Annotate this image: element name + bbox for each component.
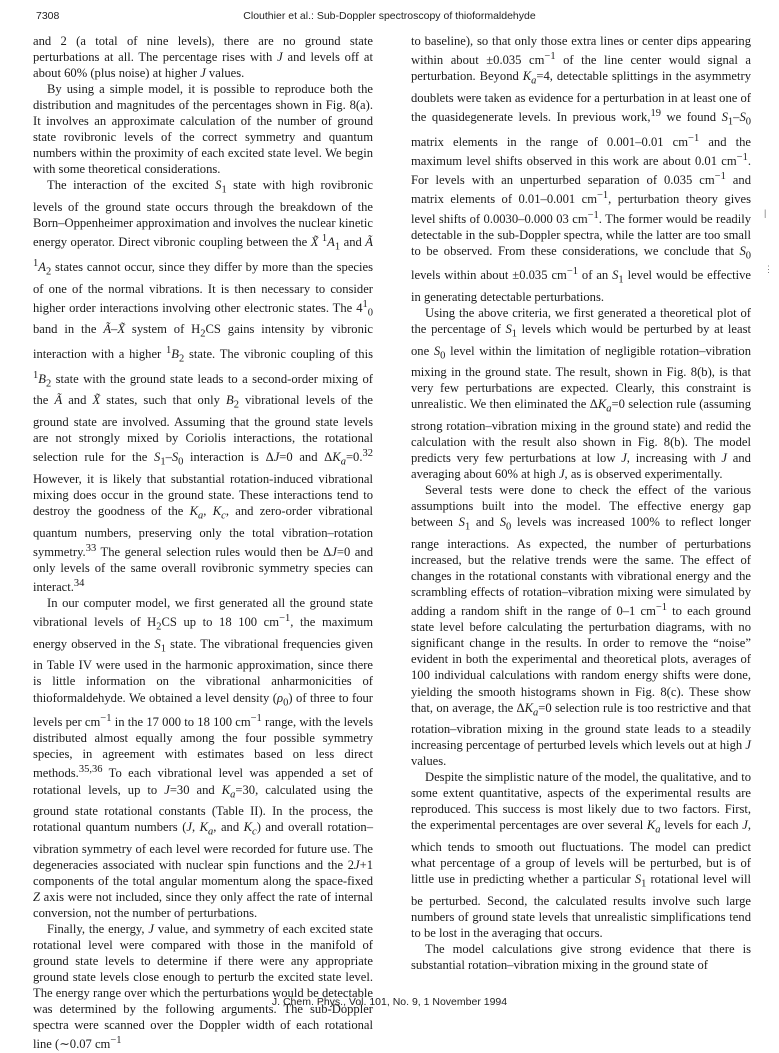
right-text-column [411, 33, 751, 973]
body-paragraph: Finally, the energy, J value, and symmetry of each excited state rotational level were compared with those in the manifold of ground state levels to determine if there were any appropriate ground state levels close enough to perturb the excited state level. The energy range over which the perturbations would be detectable was determined by the following arguments. The sub-Doppler spectra were scanned over the Doppler width of each rotational line (∼0.07 $cm^{-1}$ [33, 922, 373, 1052]
body-paragraph: In our computer model, we first generated all the ground state vibrational levels of $H_2CS$ up to 18 100 $cm^{-1}$, the maximum energy observed in the $S_1$ state. The vibrational frequencies given in Table IV were used in the harmonic approximation, since there is little information on the vibrational anharmonicities of thioformaldehyde. We obtained a level density $(\rho_0)$ of three to four levels per $cm^{-1}$ in the 17 000 to 18 100 $cm^{-1}$ range, with the levels distributed almost equally among the four possible symmetry species, in agreement with estimates based on less direct methods.$^{35,36}$ To each vibrational level was appended a set of rotational levels, up to J=30 and $K_a=30$, calculated using the ground state rotational constants (Table II). In the process, the rotational quantum numbers (J, $K_a$, and $K_c$) and overall rotation–vibration symmetry of each level were recorded for future use. The degeneracies associated with nuclear spin functions and the 2J+1 components of the total angular momentum along the space-fixed Z axis were not included, since they only affect the rate of internal conversion, not the number of perturbations. [33, 596, 374, 920]
page-number: 7308 [36, 10, 60, 22]
margin-mark: ⋮ [764, 264, 773, 274]
journal-citation-footer: J. Chem. Phys., Vol. 101, No. 9, 1 November 1994 [271, 996, 508, 1008]
body-paragraph: to baseline), so that only those extra lines or center dips appearing within about ±0.035 $cm^{-1}$ of the line center would signal a perturbation. Beyond $K_a=4$, detectable splittings in the asymmetry doublets were taken as evidence for a perturbation in at least one of the quasidegenerate levels. In previous work,$^{19}$ we found $S_1-S_0$ matrix elements in the range of 0.001–0.01 $cm^{-1}$ and the maximum level shifts observed in this work are about 0.01 $cm^{-1}$. For levels with an unperturbed separation of 0.035 $cm^{-1}$ and matrix elements of 0.01–0.001 $cm^{-1}$, perturbation theory gives level shifts of 0.0030–0.000 03 $cm^{-1}$. The former would be readily detectable in the sub-Doppler spectra, while the latter are too small to be observed. From these considerations, we conclude that $S_0$ levels within about ±0.035 $cm^{-1}$ of an $S_1$ level would be effective in generating detectable perturbations. [411, 34, 752, 305]
body-paragraph: By using a simple model, it is possible to reproduce both the distribution and magnitudes of the percentages shown in Fig. 8(a). It involves an approximate calculation of the number of ground state rovibronic levels of the correct symmetry and quantum numbers within the proximity of each excited state level. We begin with some theoretical considerations. [33, 82, 373, 177]
body-paragraph: The interaction of the excited $S_1$ state with high rovibronic levels of the ground state occurs through the breakdown of the Born–Oppenheimer approximation and involves the nuclear kinetic energy operator. Direct vibronic coupling between the X̃ $^1A_1$ and Ã $^1A_2$ states cannot occur, since they differ by more than the species of one of the normal vibrations. It is then necessary to consider higher order interactions involving other electronic states. The $4^1_0$ band in the Ã–X̃ system of $H_2CS$ gains intensity by vibronic interaction with a higher $^1B_2$ state. The vibronic coupling of this $^1B_2$ state with the ground state leads to a second-order mixing of the Ã and X̃ states, such that only $B_2$ vibrational levels of the ground state are involved. Assuming that the ground state levels are not strongly mixed by Coriolis interactions, the rotational selection rule for the $S_1-S_0$ interaction is ΔJ=0 and $\Delta K_a=0.32$ However, it is likely that substantial rotation-induced vibrational mixing does occur in the ground state. These interactions tend to destroy the goodness of the $K_a$, $K_c$, and zero-order vibrational quantum numbers, preserving only the total vibration–rotation symmetry.$^{33}$ The general selection rules would then be ΔJ=0 and only levels of the same overall rovibronic symmetry species can interact.$^{34}$ [33, 178, 373, 595]
running-title: Clouthier et al.: Sub-Doppler spectroscopy of thioformaldehyde [243, 10, 536, 22]
left-text-column [33, 33, 373, 1053]
body-paragraph: The model calculations give strong evidence that there is substantial rotation–vibration mixing in the ground state of [411, 941, 751, 972]
body-paragraph: Using the above criteria, we first generated a theoretical plot of the percentage of $S_1$ levels which would be perturbed by at least one $S_0$ level within the limitation of negligible rotation–vibration mixing in the ground state. The result, shown in Fig. 8(b), is that very few perturbations are expected. Clearly, this constraint is unrealistic. We then eliminated the $\Delta K_a=0$ selection rule (assuming strong rotation–vibration mixing in the ground state) and redid the calculation with the result also shown in Fig. 8(b). The model predicts very few perturbations at low J, increasing with J and averaging about 60% at high J, as is observed experimentally. [411, 306, 751, 482]
body-paragraph: Despite the simplistic nature of the model, the qualitative, and to some extent quantitative, aspects of the experimental results are reproduced. This success is most likely due to two factors. First, the experimental percentages are over several $K_a$ levels for each J, which tends to smooth out fluctuations. The model can predict what percentage of a group of levels will be perturbed, but is of little use in predicting whether a particular $S_1$ rotational level will be perturbed. Second, the calculated results involve such large numbers of ground state levels that unrealistic simplifications tend to be lost in the averaging that occurs. [411, 770, 751, 940]
margin-mark: | [764, 208, 767, 218]
body-paragraph: Several tests were done to check the effect of the various assumptions built into the model. The effective energy gap between $S_1$ and $S_0$ levels was increased 100% to reflect longer range interactions. As expected, the number of perturbations increased, but the relative trends were the same. The effect of changes in the rotational constants with vibrational energy and the scrambling effects of rotation–vibration mixing were simulated by adding a random shift in the range of 0–1 $cm^{-1}$ to each ground state level before calculating the perturbation diagrams, with no significant change in the results. In order to remove the “noise” evident in both the experimental and theoretical plots, averages of 100 individual calculations with random energy shifts were done, yielding the smooth histograms shown in Fig. 8(c). These show that, on average, the $\Delta K_a=0$ selection rule is too restrictive and that rotation–vibration mixing in the ground state leads to a steadily increasing percentage of perturbed levels which levels out at high J values. [411, 483, 751, 769]
body-paragraph: and 2 (a total of nine levels), there are no ground state perturbations at all. The percentage rises with J and levels off at about 60% (plus noise) at higher J values. [33, 34, 374, 81]
